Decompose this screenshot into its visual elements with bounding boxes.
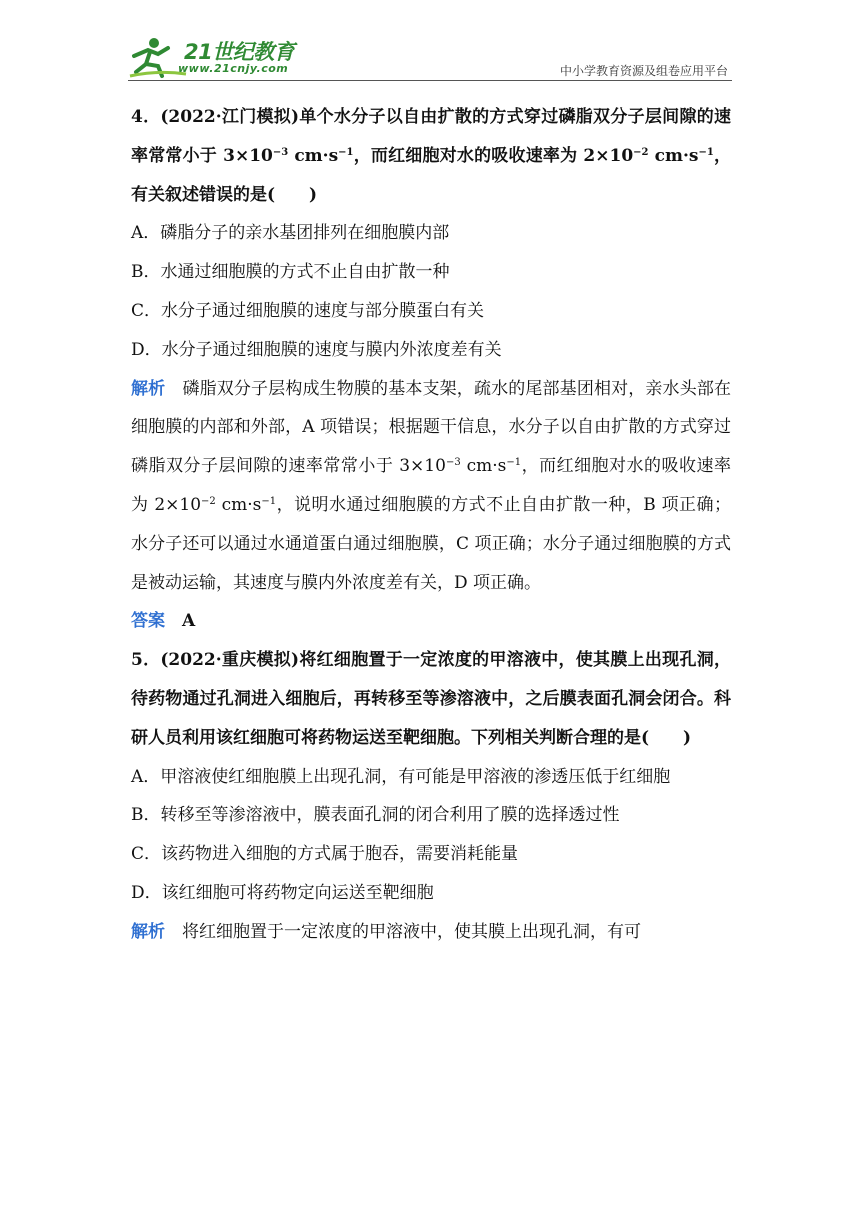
- question-4-answer: [131, 602, 731, 641]
- question-5-stem: 5．(2022·重庆模拟)将红细胞置于一定浓度的甲溶液中，使其膜上出现孔洞，待药物通过孔洞进入细胞后，再转移至等渗溶液中，之后膜表面孔洞会闭合。科研人员利用该红细胞可将药物运送至靶细胞。下列相关判断合理的是( ): [131, 650, 731, 748]
- question-4-analysis: 解析 磷脂双分子层构成生物膜的基本支架，疏水的尾部基团相对，亲水头部在细胞膜的内部和外部，A 项错误；根据题干信息，水分子以自由扩散的方式穿过磷脂双分子层间隙的速率常常小于 $3\times 10^{-3}$ $cm\cdot s^{-1}$，而红细胞对水的吸收速率为 $2\times 10^{-2}$ $cm\cdot s^{-1}$，说明水通过细胞膜的方式不止自由扩散一种，B 项正确；水分子还可以通过水通道蛋白通过细胞膜，C 项正确；水分子通过细胞膜的方式是被动运输，其速度与膜内外浓度差有关，D 项正确。: [131, 378, 732, 593]
- logo-text: 21世纪教育: [184, 40, 295, 64]
- question-4-option-b: B．水通过细胞膜的方式不止自由扩散一种: [131, 262, 450, 283]
- logo-url: www.21cnjy.com: [178, 62, 289, 75]
- logo: [128, 36, 298, 80]
- header-platform-text: 中小学教育资源及组卷应用平台: [559, 64, 728, 78]
- question-4-option-c: C．水分子通过细胞膜的速度与部分膜蛋白有关: [131, 300, 485, 321]
- question-5-option-b: B．转移至等渗溶液中，膜表面孔洞的闭合利用了膜的选择透过性: [131, 805, 620, 826]
- answer-value: A: [182, 611, 196, 632]
- question-4-stem: 4．(2022·江门模拟)单个水分子以自由扩散的方式穿过磷脂双分子层间隙的速率常常小于 $3\times 10^{-3}$ $cm\cdot s^{-1}$，而红细胞对水的吸收速率为 $2\times 10^{-2}$ $cm\cdot s^{-1}$，有关叙述错误的是( ): [131, 107, 731, 205]
- question-4-option-a: A．磷脂分子的亲水基团排列在细胞膜内部: [131, 223, 450, 244]
- question-4-option-d: D．水分子通过细胞膜的速度与膜内外浓度差有关: [131, 339, 502, 360]
- question-5-analysis: 解析 将红细胞置于一定浓度的甲溶液中，使其膜上出现孔洞，有可: [131, 921, 641, 942]
- header-divider: [128, 80, 732, 81]
- analysis-label: 解析: [131, 921, 165, 942]
- answer-label: 答案: [131, 611, 165, 632]
- question-5-option-c: C．该药物进入细胞的方式属于胞吞，需要消耗能量: [131, 844, 519, 865]
- question-5-option-a: A．甲溶液使红细胞膜上出现孔洞，有可能是甲溶液的渗透压低于红细胞: [131, 766, 671, 787]
- analysis-label: 解析: [131, 378, 166, 399]
- question-5-option-d: D．该红细胞可将药物定向运送至靶细胞: [131, 882, 434, 903]
- document-body: [131, 98, 731, 952]
- page-header: [128, 36, 732, 82]
